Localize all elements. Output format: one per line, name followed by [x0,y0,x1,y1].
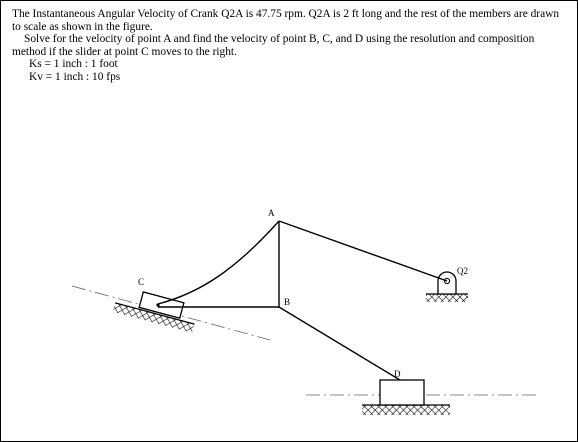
problem-paragraph-1: The Instantaneous Angular Velocity of Crank Q2A is 47.75 rpm. Q2A is 2 ft long and the rest of the members are drawn to scale as shown in the figure. [12,8,560,33]
label-d: D [394,369,401,379]
space-scale: Ks = 1 inch : 1 foot [29,58,118,71]
ground-d [362,405,450,415]
problem-paragraph-2: Solve for the velocity of point A and find the velocity of point B, C, and D using the resolution and composition method if the slider at point C moves to the right. [12,33,535,58]
link-ac-curve [158,221,279,304]
joint-c [156,303,159,306]
slider-block-d [380,380,424,405]
label-a: A [268,208,275,218]
label-c: C [138,277,145,287]
label-b: B [284,297,291,307]
velocity-scale: Kv = 1 inch : 10 fps [29,70,121,83]
link-bd [279,307,400,380]
label-q2: Q2 [457,266,468,276]
link-crank-q2a [279,221,447,281]
pivot-support-q2 [438,272,456,294]
ground-q2 [426,294,468,302]
